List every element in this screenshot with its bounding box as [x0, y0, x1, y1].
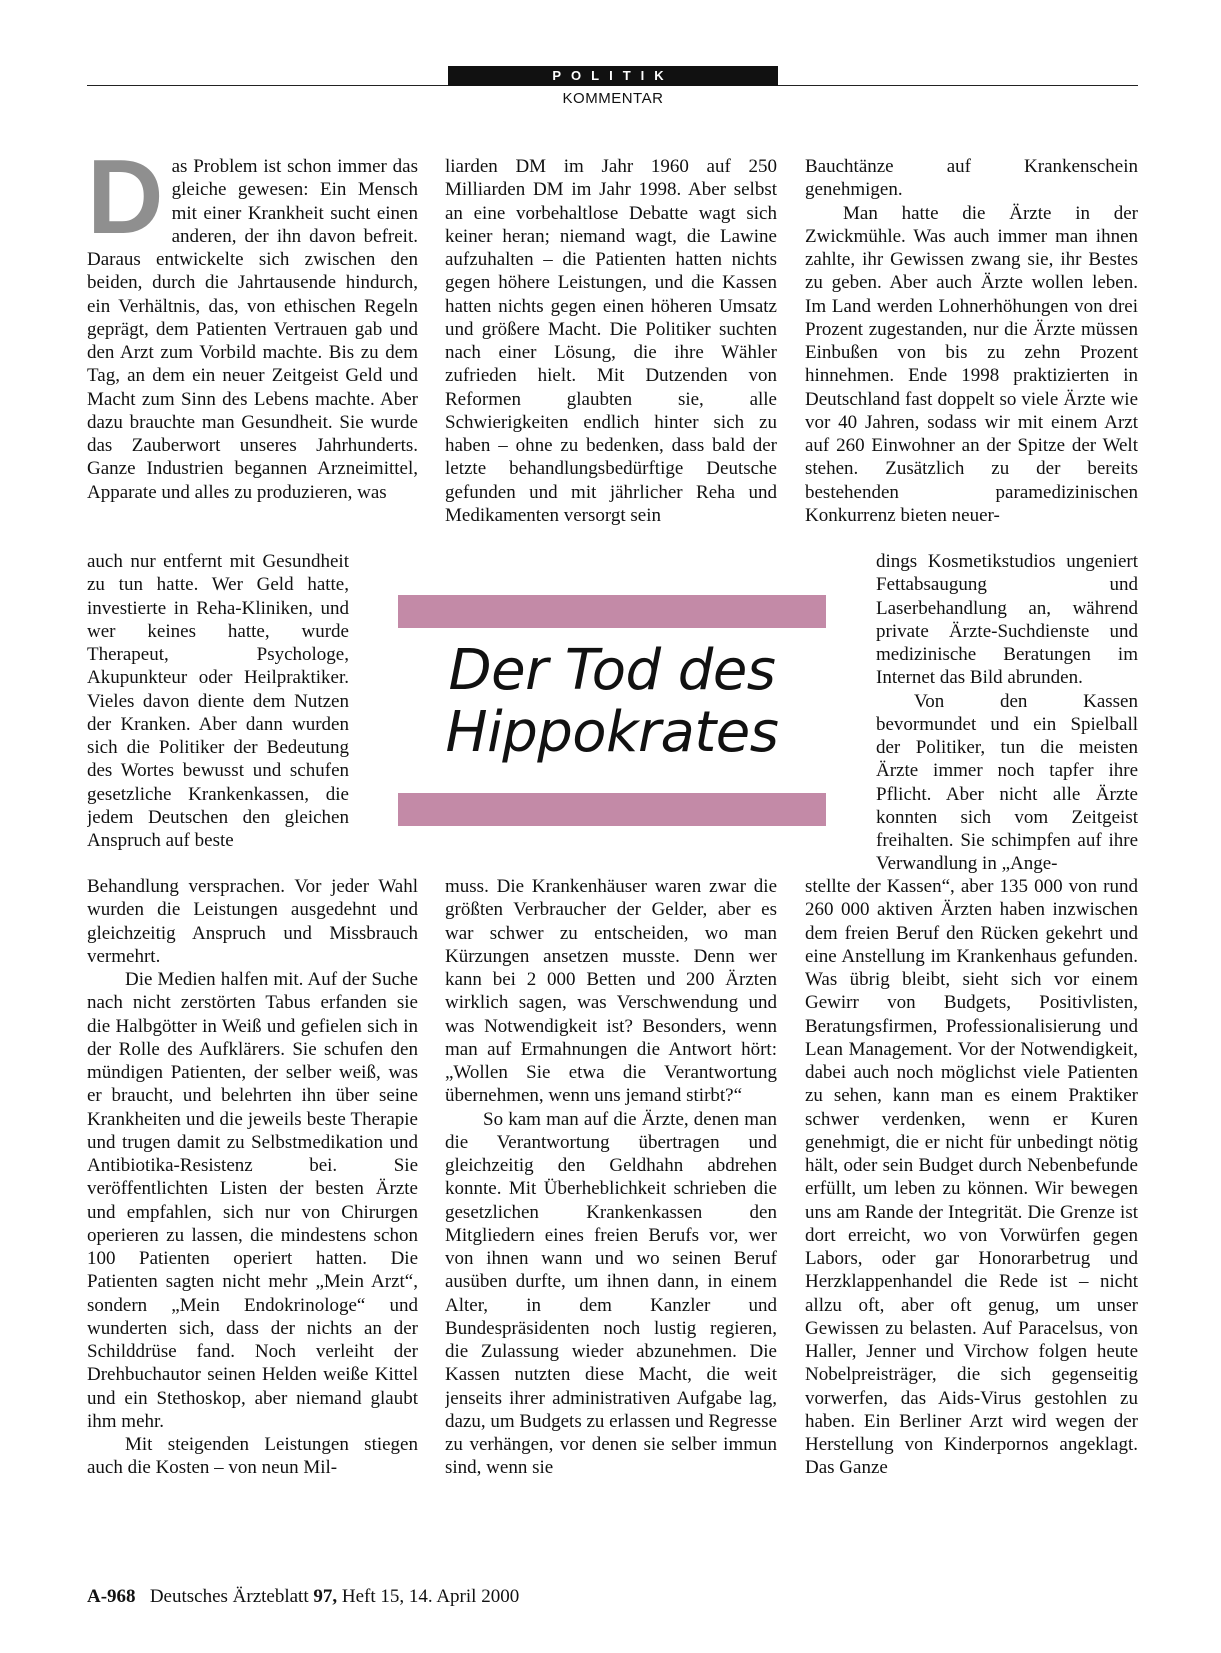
article-column-1-middle: [87, 550, 349, 875]
article-paragraph: stellte der Kassen“, aber 135 000 von rund 260 000 aktiven Ärzten haben inzwischen dem freien Beruf den Rücken gekehrt und eine Anstellung im Krankenhaus gefunden. Was übrig bleibt, sieht sich vor einem Gewirr von Budgets, Positivlisten, Beratungsfirmen, Professionalisierung und Lean Management. Vor der Notwendigkeit, dabei auch noch möglichst viele Patienten zu sehen, kann man es einem Praktiker schwer verdenken, wenn er Kuren genehmigt, die er nicht für unbedingt nötig hält, oder sein Budget durch Nebenbefunde erfüllt, um leben zu können. Wir bewegen uns am Rande der Integrität. Die Grenze ist dort erreicht, wo von Vorwürfen gegen Labors, oder gar Honorarbetrug und Herzklappenhandel die Rede ist – nicht allzu oft, aber oft genug, um unser Gewissen zu belasten. Auf Paracelsus, von Haller, Jenner und Virchow folgen heute Nobelpreisträger, die sich gegenseitig vorwerfen, das Aids-Virus gestohlen zu haben. Ein Berliner Arzt wird wegen der Herstellung von Kinderpornos angeklagt. Das Ganze: [805, 876, 1138, 1479]
article-paragraph: Von den Kassen bevormundet und ein Spielball der Politiker, tun die meisten Ärzte immer noch tapfer ihre Pflicht. Aber nicht alle Ärzte konnten sich vom Zeitgeist freihalten. Sie schimpfen auf ihre Verwandlung in „Ange-: [876, 690, 1138, 875]
header-rule-right: [778, 85, 1138, 86]
headline-bar-bottom: [398, 793, 826, 826]
headline-line-2: Hippokrates: [445, 700, 779, 765]
article-paragraph: dings Kosmetikstudios ungeniert Fettabsaugung und Laserbehandlung an, während private Ärzte-Suchdienste und medizinische Beratungen im Internet das Bild abrunden.: [876, 551, 1138, 689]
article-paragraph: Bauchtänze auf Krankenschein genehmigen.: [805, 156, 1138, 201]
article-column-2-top: [445, 155, 777, 550]
article-paragraph: liarden DM im Jahr 1960 auf 250 Milliarden DM im Jahr 1998. Aber selbst an eine vorbehaltlose Debatte wagt sich keiner heran; niemand wagt, die Lawine aufzuhalten – die Patienten hatten nichts gegen höhere Leistungen, und die Kassen hatten nichts gegen einen höheren Umsatz und größere Macht. Die Politiker suchten nach einer Lösung, die ihre Wähler zufrieden hielt. Mit Dutzenden von Reformen glaubten sie, alle Schwierigkeiten endlich hinter sich zu haben – ohne zu bedenken, dass bald der letzte behandlungsbedürftige Deutsche gefunden und mit jährlicher Reha und Medikamenten versorgt sein: [445, 156, 777, 526]
section-label: POLITIK: [448, 66, 778, 86]
article-column-3-bottom: [805, 875, 1138, 1550]
article-column-1-bottom: [87, 875, 418, 1550]
article-paragraph: Die Medien halfen mit. Auf der Suche nach nicht zerstörten Tabus erfanden sie die Halbgötter in Weiß und gefielen sich in der Rolle des Aufklärers. Sie schufen den mündigen Patienten, der selber weiß, was er braucht, und belehrten ihn über seine Krankheiten und die jeweils beste Therapie und trugen damit zu Selbstmedikation und Antibiotika-Resistenz bei. Sie veröffentlichten Listen der besten Ärzte und empfahlen, sich nur von Chirurgen operieren zu lassen, die mindestens schon 100 Patienten operiert hatten. Die Patienten sagten nicht mehr „Mein Arzt“, sondern „Mein Endokrinologe“ und wunderten sich, dass der nichts an der Schilddrüse fand. Noch verleiht der Drehbuchautor seinen Helden weiße Kittel und ein Stethoskop, aber niemand glaubt ihm mehr.: [87, 969, 418, 1432]
article-paragraph: Man hatte die Ärzte in der Zwickmühle. Was auch immer man ihnen zahlte, ihr Gewissen zwang sie, ihr Bestes zu geben. Aber auch Ärzte wollen leben. Im Land werden Lohnerhöhungen von drei Prozent zugestanden, nur die Ärzte müssen Einbußen von bis zu zehn Prozent hinnehmen. Ende 1998 praktizierten in Deutschland fast doppelt so viele Ärzte wie vor 40 Jahren, sodass wir mit einem Arzt auf 260 Einwohner an der Spitze der Welt stehen. Zusätzlich zu der bereits bestehenden paramedizinischen Konkurrenz bieten neuer-: [805, 202, 1138, 526]
journal-volume: 97,: [313, 1586, 338, 1607]
article-paragraph: auch nur entfernt mit Gesundheit zu tun hatte. Wer Geld hatte, investierte in Reha-Kliniken, und wer keines hatte, wurde Therapeut, Psychologe, Akupunkteur oder Heilpraktiker. Vieles davon diente dem Nutzen der Kranken. Aber dann wurden sich die Politiker der Bedeutung des Wortes bewusst und schufen gesetzliche Krankenkassen, die jedem Deutschen den gleichen Anspruch auf beste: [87, 551, 349, 851]
article-column-3-middle: [876, 550, 1138, 875]
journal-name: Deutsches Ärzteblatt: [149, 1586, 309, 1607]
article-headline: [398, 640, 826, 764]
page-number: A-968: [87, 1586, 136, 1607]
article-paragraph: muss. Die Krankenhäuser waren zwar die größten Verbraucher der Gelder, aber es war schwer zu entscheiden, wo man Kürzungen ansetzen musste. Denn wer kann bei 2 000 Betten und 200 Ärzten wirklich sagen, was Verschwendung und was Notwendigkeit ist? Besonders, wenn man auf Ermahnungen die Antwort hört: „Wollen Sie etwa die Verantwortung übernehmen, wenn uns jemand stirbt?“: [445, 876, 777, 1107]
drop-cap: D: [87, 155, 164, 256]
article-paragraph: as Problem ist schon immer das gleiche gewesen: Ein Mensch mit einer Krankheit sucht einen anderen, der ihn davon befreit. Daraus entwickelte sich zwischen den beiden, durch die Jahrtausende hindurch, ein Verhältnis, das, von ethischen Regeln geprägt, dem Patienten Vertrauen gab und den Arzt zum Vorbild machte. Bis zu dem Tag, an dem ein neuer Zeitgeist Geld und Macht zum Sinn des Lebens machte. Aber dazu brauchte man Gesundheit. Sie wurde das Zauberwort unseres Jahrhunderts. Ganze Industrien begannen Arzneimittel, Apparate und alles zu produzieren, was: [87, 156, 418, 503]
article-paragraph: So kam man auf die Ärzte, denen man die Verantwortung übertragen und gleichzeitig den Geldhahn abdrehen konnte. Mit Überheblichkeit schrieben die gesetzlichen Krankenkassen den Mitgliedern eines freien Berufs vor, wer von ihnen wann und wo seinen Beruf ausüben durfte, um ihnen dann, in einem Alter, in dem Kanzler und Bundespräsidenten noch lustig regieren, die Zulassung wieder abzunehmen. Die Kassen nutzten diese Macht, die weit jenseits ihrer administrativen Aufgabe lag, dazu, um Budgets zu erlassen und Regresse zu verhängen, vor denen sie selber immun sind, wenn sie: [445, 1108, 777, 1479]
article-column-1-top: [87, 155, 418, 550]
headline-bar-top: [398, 595, 826, 628]
journal-issue: Heft 15, 14. April 2000: [341, 1586, 520, 1607]
headline-line-1: Der Tod des: [448, 638, 776, 703]
article-paragraph: Mit steigenden Leistungen stiegen auch die Kosten – von neun Mil-: [87, 1434, 418, 1479]
page-footer: [87, 1586, 519, 1608]
article-column-3-top: [805, 155, 1138, 550]
article-paragraph: Behandlung versprachen. Vor jeder Wahl wurden die Leistungen ausgedehnt und gleichzeitig Anspruch und Missbrauch vermehrt.: [87, 876, 418, 967]
header-rule-left: [87, 85, 448, 86]
kicker-label: KOMMENTAR: [562, 90, 664, 107]
article-column-2-bottom: [445, 875, 777, 1550]
